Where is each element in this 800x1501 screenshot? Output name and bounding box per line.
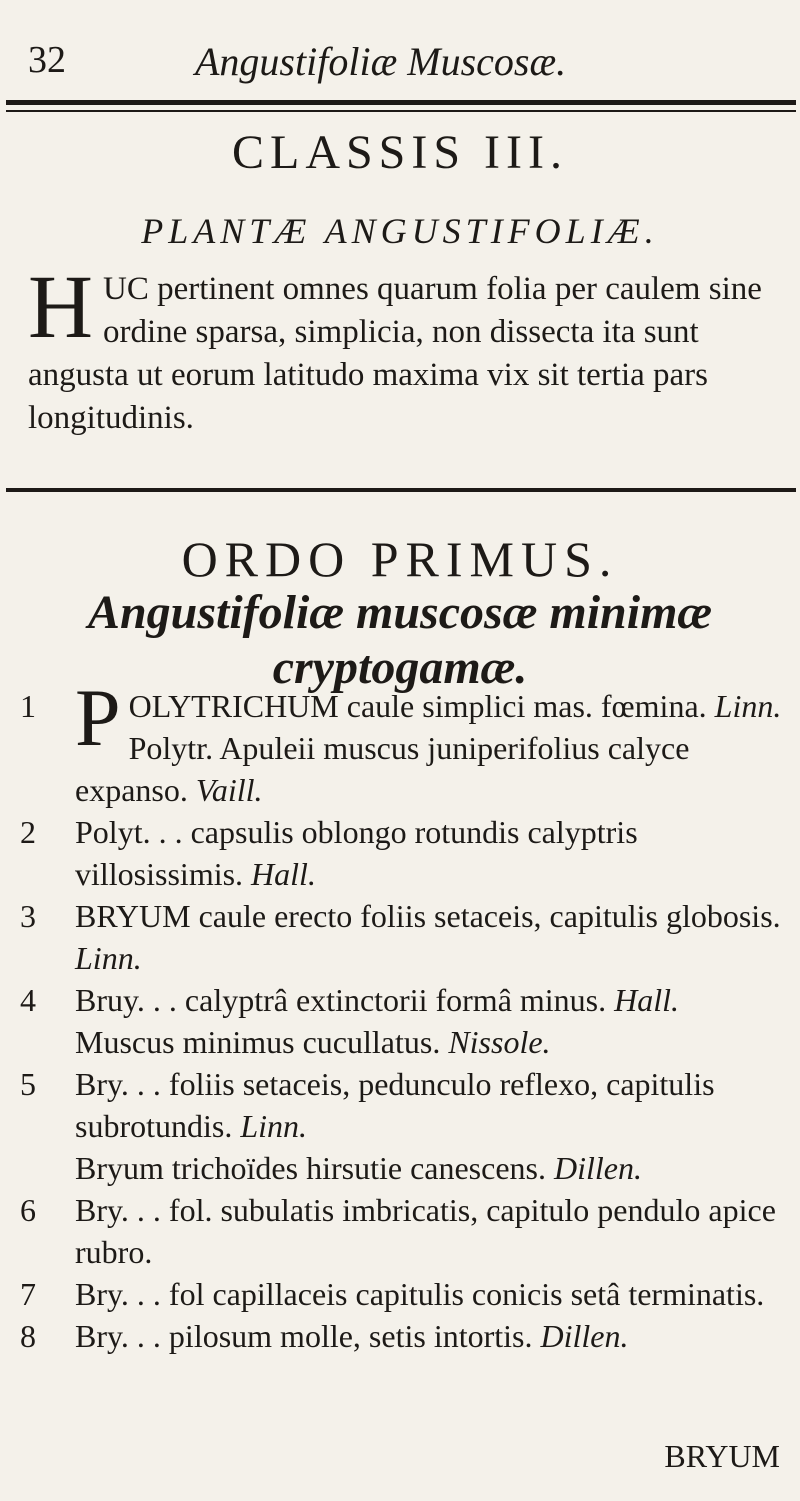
entry-text: OLYTRICHUM caule simplici mas. fœmina. <box>128 688 707 724</box>
entry-authority: Linn. <box>240 1108 308 1144</box>
running-title: Angustifoliæ Muscosæ. <box>195 39 567 84</box>
entry-number: 4 <box>20 982 36 1018</box>
list-item <box>20 979 795 1063</box>
entry-text: Bry. . . fol. subulatis imbricatis, capitulo pendulo apice rubro. <box>75 1192 776 1270</box>
entry-text-cont: Polytr. Apuleii muscus juniperifolius calyce expanso. <box>75 730 690 808</box>
running-head <box>0 38 800 88</box>
intro-paragraph <box>28 258 788 440</box>
entry-text: BRYUM caule erecto foliis setaceis, capitulis globosis. <box>75 898 781 934</box>
entry-authority: Linn. <box>714 688 782 724</box>
entry-text: Bry. . . foliis setaceis, pedunculo reflexo, capitulis subrotundis. <box>75 1066 715 1144</box>
entry-authority: Linn. <box>75 940 142 976</box>
entry-number: 5 <box>20 1066 36 1102</box>
page-number: 32 <box>28 39 66 81</box>
entry-authority: Dillen. <box>540 1318 629 1354</box>
entry-dropcap: P <box>75 672 121 763</box>
synonym-authority: Dillen. <box>553 1150 642 1186</box>
entry-number: 1 <box>20 688 36 724</box>
list-item <box>20 1189 795 1273</box>
catchword: BRYUM <box>664 1438 780 1474</box>
list-item <box>20 1063 795 1189</box>
list-item <box>20 811 795 895</box>
list-item <box>20 1273 795 1315</box>
entry-text: Polyt. . . capsulis oblongo rotundis calyptris villosissimis. <box>75 814 638 892</box>
section-rule <box>6 488 796 492</box>
list-item <box>20 1315 795 1357</box>
entry-text: Bry. . . fol capillaceis capitulis conicis setâ terminatis. <box>75 1276 765 1312</box>
synonym-authority: Nissole. <box>448 1024 551 1060</box>
entry-text: Bry. . . pilosum molle, setis intortis. <box>75 1318 541 1354</box>
entry-text: Bruy. . . calyptrâ extinctorii formâ minus. <box>75 982 615 1018</box>
entry-number: 2 <box>20 814 36 850</box>
entry-authority: Hall. <box>614 982 680 1018</box>
intro-dropcap: H <box>28 258 93 357</box>
header-rule-thick <box>6 100 796 105</box>
class-subtitle: PLANTÆ ANGUSTIFOLIÆ. <box>141 211 659 251</box>
entry-authority: Vaill. <box>195 772 263 808</box>
entry-number: 3 <box>20 898 36 934</box>
header-rule-thin <box>6 110 796 112</box>
species-list <box>20 672 795 1357</box>
entry-number: 8 <box>20 1318 36 1354</box>
ordo-title-line-2: cryptogamæ. <box>272 641 528 694</box>
synonym-text: Muscus minimus cucullatus. <box>75 1024 449 1060</box>
class-heading: CLASSIS III. <box>231 126 569 179</box>
entry-synonym <box>75 1147 795 1189</box>
list-item <box>20 895 795 979</box>
entry-number: 7 <box>20 1276 36 1312</box>
synonym-text: Bryum trichoïdes hirsutie canescens. <box>75 1150 554 1186</box>
entry-authority: Hall. <box>251 856 316 892</box>
entry-number: 6 <box>20 1192 36 1228</box>
ordo-heading: ORDO PRIMUS. <box>181 531 619 587</box>
entry-synonym <box>75 1021 795 1063</box>
ordo-title-line-1: Angustifoliæ muscosæ minimæ <box>87 586 713 639</box>
list-item <box>20 672 795 811</box>
intro-text: UC pertinent omnes quarum folia per caulem sine ordine sparsa, simplicia, non dissecta ita sunt angusta ut eorum latitudo maxima vix sit tertia pars longitudinis. <box>28 271 762 436</box>
